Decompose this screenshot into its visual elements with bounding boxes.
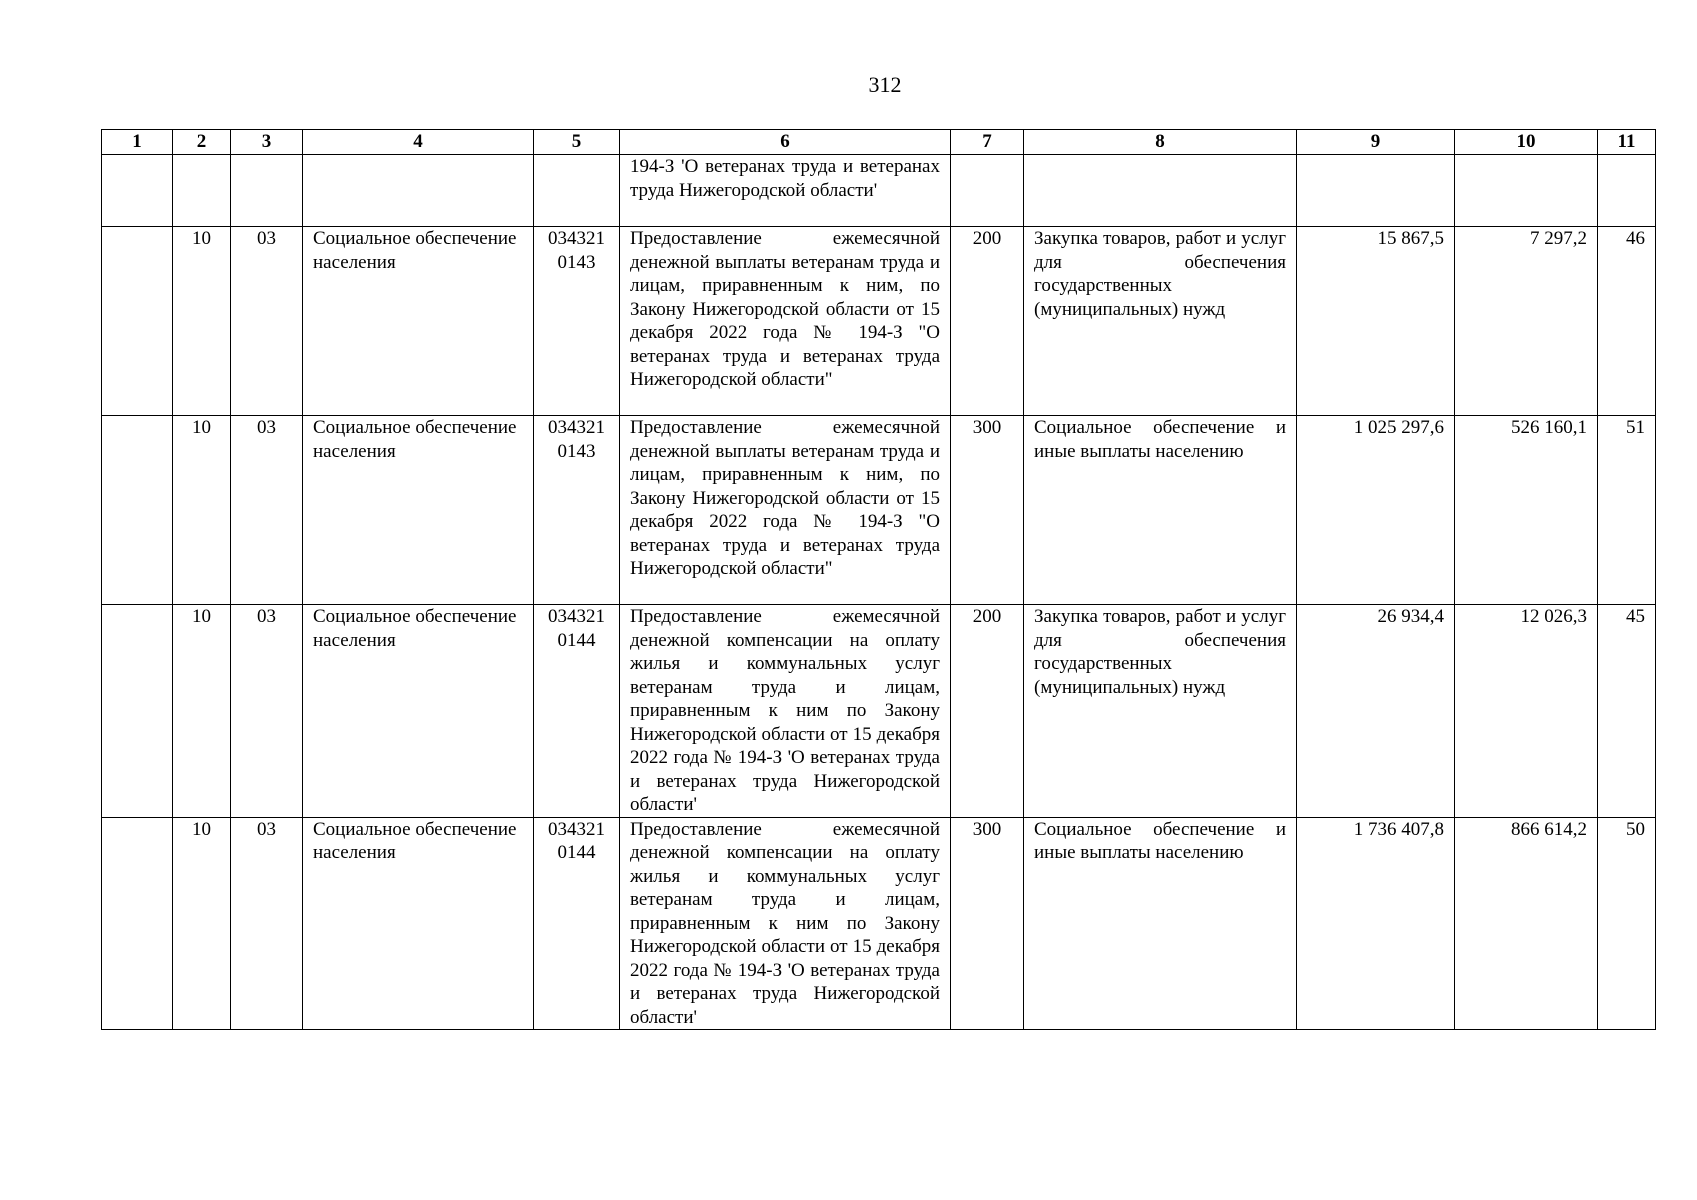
cell-target-code xyxy=(534,155,620,227)
cell-expense-name: Закупка товаров, работ и услуг для обеспечения государственных (муниципальных) нужд xyxy=(1024,227,1297,416)
cell-expense-name: Социальное обеспечение и иные выплаты населению xyxy=(1024,817,1297,1030)
cell-expense-type: 300 xyxy=(951,416,1024,605)
column-header: 1 xyxy=(102,130,173,155)
cell-description: Предоставление ежемесячной денежной выплаты ветеранам труда и лицам, приравненным к ним, по Закону Нижегородской области от 15 декабря 2022 года № 194-З "О ветеранах труда и ветеранах труда Нижегородской области" xyxy=(620,416,951,605)
cell-section: 10 xyxy=(173,605,231,818)
cell-target-code: 034321 0143 xyxy=(534,416,620,605)
table-row xyxy=(102,155,1656,227)
cell-col1 xyxy=(102,416,173,605)
column-header: 8 xyxy=(1024,130,1297,155)
table-row xyxy=(102,227,1656,416)
cell-amount-actual: 7 297,2 xyxy=(1455,227,1598,416)
cell-subsection: 03 xyxy=(231,227,303,416)
cell-amount-actual: 866 614,2 xyxy=(1455,817,1598,1030)
cell-section: 10 xyxy=(173,817,231,1030)
cell-target-code: 034321 0143 xyxy=(534,227,620,416)
cell-amount-plan: 1 025 297,6 xyxy=(1297,416,1455,605)
budget-table xyxy=(101,129,1656,1030)
cell-expense-type xyxy=(951,155,1024,227)
cell-subsection: 03 xyxy=(231,605,303,818)
cell-expense-type: 200 xyxy=(951,227,1024,416)
cell-target-code: 034321 0144 xyxy=(534,605,620,818)
cell-section-name xyxy=(303,155,534,227)
cell-percent xyxy=(1598,155,1656,227)
cell-expense-type: 200 xyxy=(951,605,1024,818)
cell-section: 10 xyxy=(173,227,231,416)
cell-section-name: Социальное обеспечение населения xyxy=(303,416,534,605)
cell-col1 xyxy=(102,605,173,818)
cell-expense-name: Социальное обеспечение и иные выплаты населению xyxy=(1024,416,1297,605)
column-header: 6 xyxy=(620,130,951,155)
cell-subsection: 03 xyxy=(231,817,303,1030)
cell-col1 xyxy=(102,227,173,416)
column-header: 5 xyxy=(534,130,620,155)
column-header: 9 xyxy=(1297,130,1455,155)
column-header: 4 xyxy=(303,130,534,155)
cell-target-code: 034321 0144 xyxy=(534,817,620,1030)
cell-amount-actual: 526 160,1 xyxy=(1455,416,1598,605)
cell-expense-type: 300 xyxy=(951,817,1024,1030)
column-header: 3 xyxy=(231,130,303,155)
cell-description: Предоставление ежемесячной денежной выплаты ветеранам труда и лицам, приравненным к ним, по Закону Нижегородской области от 15 декабря 2022 года № 194-З "О ветеранах труда и ветеранах труда Нижегородской области" xyxy=(620,227,951,416)
cell-expense-name xyxy=(1024,155,1297,227)
cell-amount-actual: 12 026,3 xyxy=(1455,605,1598,818)
cell-amount-plan: 15 867,5 xyxy=(1297,227,1455,416)
cell-percent: 51 xyxy=(1598,416,1656,605)
cell-expense-name: Закупка товаров, работ и услуг для обеспечения государственных (муниципальных) нужд xyxy=(1024,605,1297,818)
column-header: 10 xyxy=(1455,130,1598,155)
cell-section-name: Социальное обеспечение населения xyxy=(303,605,534,818)
cell-percent: 50 xyxy=(1598,817,1656,1030)
table-row xyxy=(102,605,1656,818)
cell-description: Предоставление ежемесячной денежной компенсации на оплату жилья и коммунальных услуг ветеранам труда и лицам, приравненным к ним по Закону Нижегородской области от 15 декабря 2022 года № 194-З 'О ветеранах труда и ветеранах труда Нижегородской области' xyxy=(620,817,951,1030)
cell-subsection xyxy=(231,155,303,227)
column-header: 2 xyxy=(173,130,231,155)
cell-section-name: Социальное обеспечение населения xyxy=(303,817,534,1030)
cell-section xyxy=(173,155,231,227)
cell-col1 xyxy=(102,155,173,227)
cell-col1 xyxy=(102,817,173,1030)
cell-amount-plan: 26 934,4 xyxy=(1297,605,1455,818)
cell-percent: 46 xyxy=(1598,227,1656,416)
table-row xyxy=(102,817,1656,1030)
cell-amount-plan xyxy=(1297,155,1455,227)
cell-percent: 45 xyxy=(1598,605,1656,818)
cell-description: Предоставление ежемесячной денежной компенсации на оплату жилья и коммунальных услуг ветеранам труда и лицам, приравненным к ним по Закону Нижегородской области от 15 декабря 2022 года № 194-З 'О ветеранах труда и ветеранах труда Нижегородской области' xyxy=(620,605,951,818)
column-header: 11 xyxy=(1598,130,1656,155)
header-row xyxy=(102,130,1656,155)
cell-amount-plan: 1 736 407,8 xyxy=(1297,817,1455,1030)
page-number: 312 xyxy=(868,72,902,97)
table-row xyxy=(102,416,1656,605)
cell-section: 10 xyxy=(173,416,231,605)
cell-description: 194-З 'О ветеранах труда и ветеранах труда Нижегородской области' xyxy=(620,155,951,227)
cell-subsection: 03 xyxy=(231,416,303,605)
cell-section-name: Социальное обеспечение населения xyxy=(303,227,534,416)
cell-amount-actual xyxy=(1455,155,1598,227)
column-header: 7 xyxy=(951,130,1024,155)
